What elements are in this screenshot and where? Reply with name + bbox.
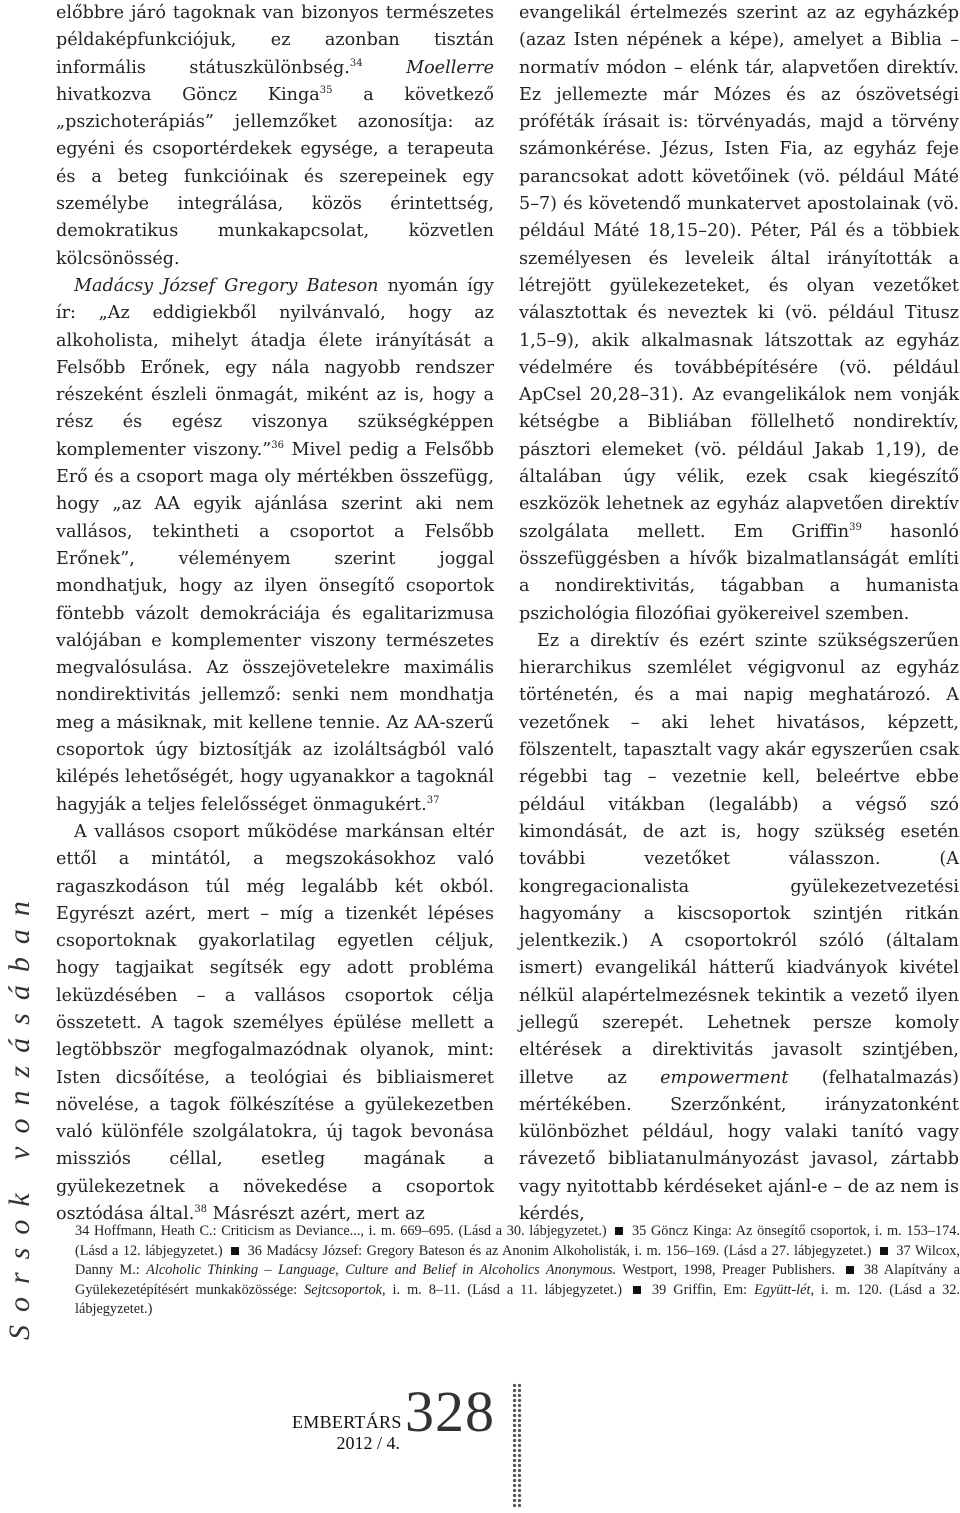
square-bullet-icon [231, 1247, 239, 1255]
square-bullet-icon [633, 1286, 641, 1294]
square-bullet-icon [846, 1266, 854, 1274]
footnote-38: 38 Alapítvány a Gyülekezetépítésért munkaközössége: Sejtcsoportok, i. m. 8–11. (Lásd a 11. lábjegyzetet.) [75, 1262, 960, 1298]
magazine-info [292, 1412, 400, 1454]
issue-number: 2012 / 4. [336, 1433, 400, 1453]
footnote-ref-37[interactable]: 37 [426, 794, 440, 806]
square-bullet-icon [880, 1247, 888, 1255]
paragraph: A vallásos csoport működése markánsan eltér ettől a mintától, a megszokásokhoz való ragaszkodáson túl még legalább két okból. Egyrészt azért, mert – míg a tizenkét lépéses csoportoknak gyakorlatilag egyetlen céljuk, hogy tagjaikat segítsék egy adott probléma leküzdésében – a vallásos csoportok célja összetett. A tagok személyes épülése mellett a legtöbbször megfogalmazódnak olyanok, mint: Isten dicsőítése, a teológiai és bibliaismeret növelése, a tagok fölkészítése a gyülekezetben való különféle szolgálatokra, új tagok bevonása missziós céllal, esetleg magának a gyülekezetnek a növekedése a csoportok osztódása által.$^{38}$ Másrészt azért, mert az [56, 821, 494, 1225]
page-number: 328 [405, 1379, 495, 1444]
left-text-column [56, 0, 494, 1228]
footnotes [75, 1222, 960, 1320]
paragraph: Ez a direktív és ezért szinte szükségszerűen hierarchikus szemlélet végigvonul az egyház történetén, és a mai napig meghatározó. A vezetőnek – aki lehet hivatásos, képzett, fölszentelt, tapasztalt vagy akár egyszerűen csak régebbi tag – vezetnie kell, beleértve ebbe például vitákban (legalább) a végső szó kimondását, de azt is, hogy szükség esetén további vezetőket válasszon. (A kongregacionalista gyülekezetvezetési hagyomány a kiscsoportok szintjén ritkán jelentkezik.) A csoportokról szóló (általam ismert) evangelikál hátterű kiadványok kivétel nélkül alapértelmezésnek tekintik a vezető ilyen jellegű szerepét. Lehetnek persze komoly eltérések a direktivitás javasolt szintjében, illetve az empowerment (felhatalmazás) mértékében. Szerzőnként, irányzatonként különbözhet például, hogy valaki tanító vagy rávezető bibliatanulmányozást javasol, zártabb vagy nyitottabb kérdéseket ajánl-e – de az nem is kérdés, [519, 630, 959, 1225]
footnote-ref-34[interactable]: 34 [349, 57, 363, 69]
magazine-name: EMBERTÁRS [292, 1412, 402, 1432]
footnote-ref-35[interactable]: 35 [319, 85, 333, 97]
footnote-36: 36 Madácsy József: Gregory Bateson és az Anonim Alkoholisták, i. m. 156–169. (Lásd a 27. lábjegyzetet.) [247, 1242, 872, 1259]
footnote-ref-39[interactable]: 39 [849, 521, 862, 533]
footnote-ref-38[interactable]: 38 [194, 1204, 208, 1216]
running-title-vertical: Sorsok vonzásában [3, 888, 36, 1340]
footnote-35: 35 Göncz Kinga: Az önsegítő csoportok, i. m. 153–174. (Lásd a 12. lábjegyzetet.) [75, 1223, 960, 1259]
footnote-ref-36[interactable]: 36 [271, 439, 284, 451]
footnote-34: 34 Hoffmann, Heath C.: Criticism as Deviance..., i. m. 669–695. (Lásd a 30. lábjegyzetet.) [75, 1223, 607, 1239]
paragraph: előbbre járó tagoknak van bizonyos természetes példaképfunkciójuk, ez azonban tisztán informális státuszkülönbség.$^{34}$ Moellerre hivatkozva Göncz Kinga$^{35}$ a következő „pszichoterápiás” jellemzőket azonosítja: az egyéni és csoportérdekek egysége, a terapeuta és a beteg funkcióinak és szerepeinek egy személybe integrálása, közös érintettség, demokratikus munkakapcsolat, közvetlen kölcsönösség. [56, 3, 494, 269]
footnote-37: 37 Wilcox, Danny M.: Alcoholic Thinking – Language, Culture and Belief in Alcoholics Anonymous. Westport, 1998, Preager Publishers. [75, 1242, 960, 1278]
footnote-39: 39 Griffin, Em: Együtt-lét, i. m. 120. (Lásd a 32. lábjegyzetet.) [75, 1281, 960, 1317]
paragraph: Madácsy József Gregory Bateson nyomán így ír: „Az eddigiekből nyilvánvaló, hogy az alkoholista, mihelyt átadja élete irányítását a Felsőbb Erőnek, egy nála nagyobb rendszer részeként észleli önmagát, miként az is, hogy a rész és egész viszonya szükségképpen komplementer viszony.”$^{36}$ Mivel pedig a Felsőbb Erő és a csoport maga oly mértékben összefügg, hogy „az AA egyik ajánlása szerint aki nem vallásos, tekintheti a csoportot a Felsőbb Erőnek”, véleményem szerint joggal mondhatjuk, hogy az ilyen önsegítő csoportok föntebb vázolt demokráciája és egalitarizmusa valójában e komplementer viszony természetes megvalósulása. Az összejövetelekre maximális nondirektivitás jellemző: senki nem mondhatja meg a másiknak, mit kellene tennie. Az AA-szerű csoportok úgy biztosítják az izoláltságból való kilépés lehetőségét, hogy ugyanakkor a tagoknál hagyják a teljes felelősséget önmagukért.$^{37}$ [56, 275, 494, 815]
decorative-dot-column [512, 1383, 522, 1508]
right-text-column [519, 0, 959, 1228]
paragraph: evangelikál értelmezés szerint az az egyházkép (azaz Isten népének a képe), amelyet a Biblia – normatív módon – elénk tár, alapvetően direktív. Ez jellemezte már Mózes és az ószövetségi próféták írásait is: törvényadás, majd a törvény számonkérése. Jézus, Isten Fia, az egyház feje parancsokat adott követőinek (vö. például Máté 5–7) és követendő munkatervet apostolainak (vö. például Máté 18,15–20). Péter, Pál és a többiek személyesen és leveleik által irányították a létrejött gyülekezeteket, és olyan vezetőket választottak és neveztek ki (vö. például Titusz 1,5–9), akik alkalmasnak látszottak az egyház védelmére és továbbépítésére (vö. például ApCsel 20,28–31). Az evangelikálok nem vonják kétségbe a Bibliában föllelhető nondirektív, pásztori elemeket (vö. például Jakab 1,19), de általában úgy vélik, ezek csak kiegészítő eszközök lehetnek az egyház alapvetően direktív szolgálata mellett. Em Griffin$^{39}$ hasonló összefüggésben a hívők bizalmatlanságát említi a nondirektivitás, tágabban a humanista pszichológia filozófiai gyökereivel szemben. [519, 3, 959, 624]
square-bullet-icon [615, 1227, 623, 1235]
